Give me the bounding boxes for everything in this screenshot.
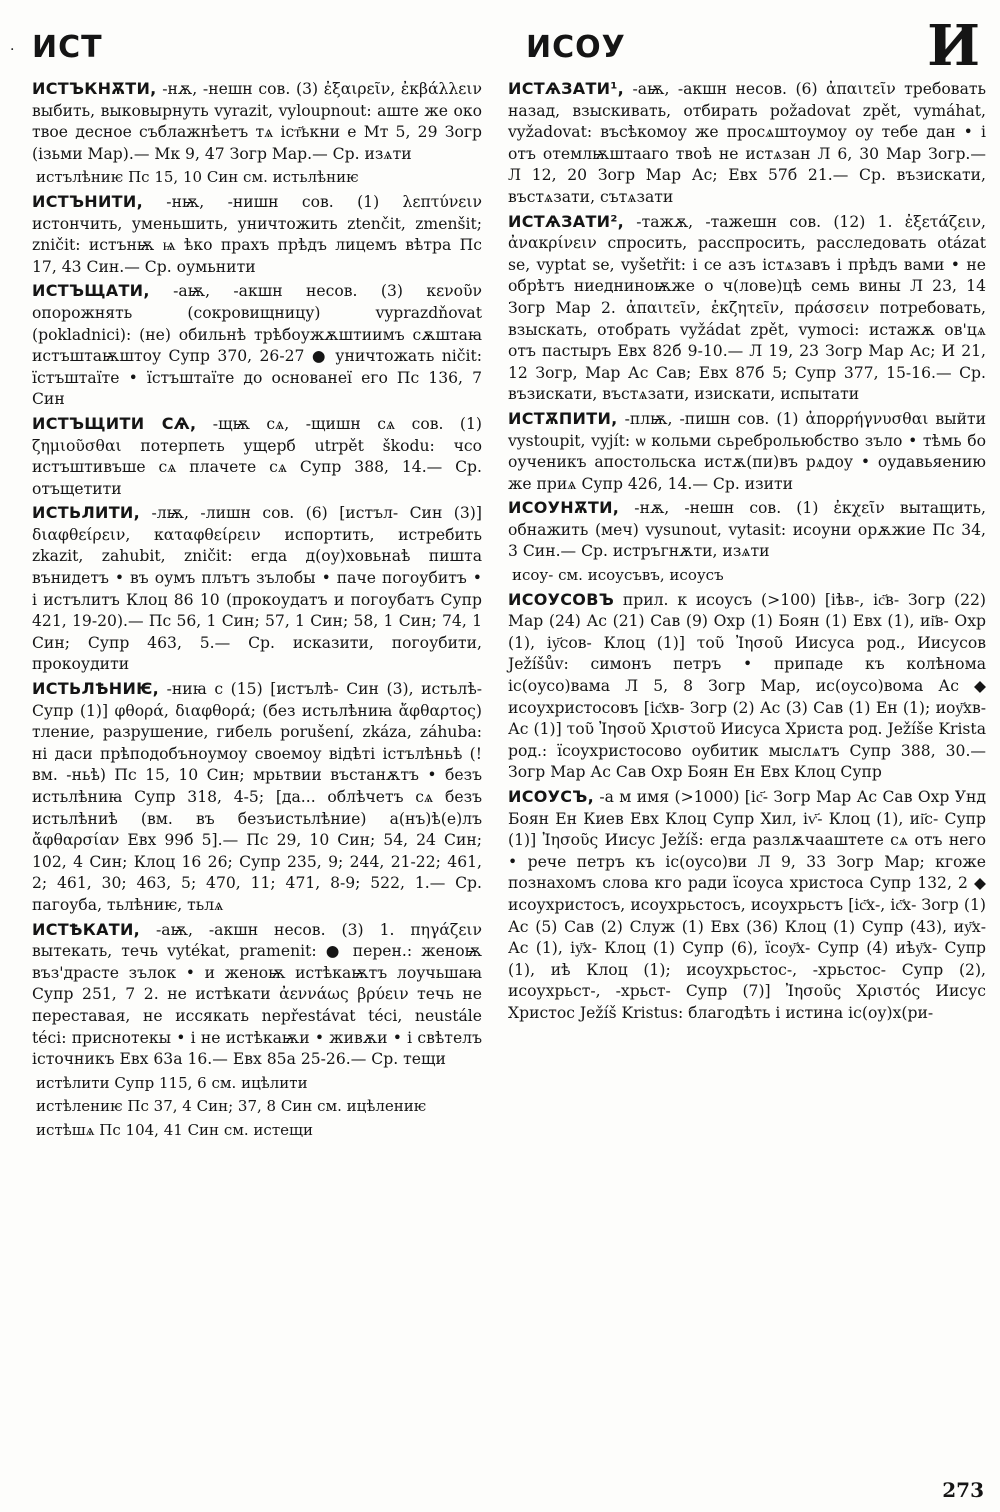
entry-text: исоу- см. исоусъвъ, исоусъ (512, 566, 724, 585)
entry-text: -ниꙗ с (15) [истълѣ- Син (3), истьлѣ- Супр (1)] φθορά, διαφθορά; (без истьлѣниꙗ ἄφθαρτος) тление, разрушение, гибель porušení, zkáza, záhuba: ні даси прѣподобъноумоу своемоу відѣті істълѣньѣ (! вм. -ньѣ) Пс 15, 10 Син; мрьтвии въстанѫтъ • безъ истьлѣниꙗ Супр 318, 4-5; [да... облѣчетъ сѧ безъ истьлѣниѣ (вм. въ безъистьлѣние) а(нъ)ѣ(е)лъ ἄφθαρσίαν Евх 99б 5].— Пс 29, 10 Син; 54, 24 Син; 102, 4 Син; Клоц 16 26; Супр 235, 9; 244, 21-22; 461, 2; 461, 30; 463, 5; 470, 11; 471, 8-9; 522, 1.— Ср. пагоуба, тьлѣниѥ, тьлѧ (32, 680, 482, 914)
dictionary-entry (508, 497, 986, 563)
entry-headword: ИСТЪЩАТИ, (32, 281, 150, 301)
dictionary-entry (32, 413, 482, 500)
dictionary-entry (32, 678, 482, 917)
dictionary-entry (32, 78, 482, 165)
dictionary-entry (508, 408, 986, 495)
section-letter: И (927, 13, 980, 79)
entry-text: -тажѫ, -тажешн сов. (12) 1. ἐξετάζειν, ἀνακρίνειν спросить, расспросить, расследовать otázat se, vyptat se, vyšetřit: і се азъ істѧзавъ і прѣдъ вами • не обрѣтъ ниедниноѭже о ч(лове)цѣ семь вины Л 23, 14 Зогр Мар 2. ἀπαιτεῖν, ἐκζητεῖν, πράσσειν потребовать, взыскать, отобрать vyžádat zpět, vymoci: истажѫ ов'цѧ отъ пастыръ Евх 82б 9-10.— Л 19, 23 Зогр Мар Ас; И 21, 12 Зогр, Мар Ас Сав; Евх 87б 5; Супр 377, 15-16.— Ср. възискати, въстѧзати, изискати, испытати (508, 212, 986, 404)
entry-text: -аѭ, -акшн несов. (3) κενοῦν опорожнять (сокровищницу) vyprazdňovat (pokladnici): (не) обильнѣ трѣбоужѫштиимъ сѫштаꙗ истъштаѭштоу Супр 370, 26-27 ● уничтожать ničit: їстъштаїте • їстъштаїте до основанеї его Пс 136, 7 Син (32, 282, 482, 409)
entry-text: истълѣниѥ Пс 15, 10 Син см. истьлѣниѥ (36, 168, 359, 187)
dictionary-entry (32, 167, 482, 189)
left-column (32, 78, 482, 1144)
entry-headword: ИСТЪЩИТИ СѦ, (32, 413, 197, 433)
entry-text: -лѭ, -лишн сов. (6) [истъл- Син (3)] διαφθείρειν, καταφθείρειν испортить, истребить zkazit, zahubit, zničit: егда д(оу)ховьнаѣ пишта вънидетъ • въ оумъ плътъ зълобы • паче погоубитъ • і истълитъ Клоц 86 10 (прокоудатъ и погоубатъ Супр 421, 19-20).— Пс 56, 1 Син; 57, 1 Син; 58, 1 Син; 74, 1 Син; Супр 463, 5.— Ср. исказити, погоубити, прокоудити (32, 504, 482, 674)
left-headword: ИСТ (32, 30, 103, 65)
entry-text: -аѭ, -акшн несов. (3) 1. πηγάζειν вытекать, течь vytékat, pramenit: ● перен.: женоѭ въз'драсте зълок • и женоѭ истѣкаѭтъ лоучьшаꙗ Супр 251, 7 2. не истѣкати ἀεννάως βρύειν течь не переставая, не иссякать nepřestávat téci, neustále téci: приснотекы • і не истѣкаѭи • живѫи • і свѣтелъ істочникъ Евх 63а 16.— Евх 85а 25-26.— Ср. тещи (32, 920, 482, 1069)
entry-text: -щѭ сѧ, -щишн сѧ сов. (1) ζημιοῦσθαι потерпеть ущерб utrpět škodu: чсо истъштивъше сѧ плачете сѧ Супр 388, 14.— Ср. отъщетити (32, 414, 482, 498)
dictionary-entry (508, 589, 986, 784)
entry-text: -нѫ, -нешн сов. (3) ἐξαιρεῖν, ἐκβάλλειν выбить, выковырнуть vyrazit, vyloupnout: аште же око твое десное съблажнѣетъ тѧ іст҃ькни е Мт 5, 29 Зогр (ізьми Мар).— Мк 9, 47 Зогр Мар.— Ср. изѧти (32, 80, 482, 163)
entry-headword: ИСТѦЗАТИ², (508, 211, 625, 231)
entry-text: -нѫ, -нешн сов. (1) ἐκχεῖν вытащить, обнажить (меч) vysunout, vytasit: исоуни орѫжие Пс 34, 3 Син.— Ср. истръгнѫти, изѧти (508, 499, 986, 561)
entry-headword: ИСТѦЗАТИ¹, (508, 79, 625, 98)
running-header (0, 13, 1000, 79)
dictionary-entry (32, 191, 482, 278)
entry-text: -а м имя (>1000) [іс҃- Зогр Мар Ас Сав Охр Унд Боян Ен Киев Евх Клоц Супр Хил, іѵ҃- Клоц (1), иі҃с- Супр (1)] Ἰησοῦς Иисус Ježíš: егда разлѫчааштете сѧ отъ него • рече петръ къ іс(оусо)ви Л 9, 33 Зогр Мар; кгоже познахомъ слова кго ради їсоуса христоса Супр 132, 2 ◆ исоухристосъ, исоухрьстосъ, исоухрьстъ [іс҃х-, іс҃х- Зогр (1) Ас (5) Сав (2) Служ (1) Евх (36) Клоц (1) Супр (43), иу҃х- Ас (1), іу҃х- Клоц (1) Супр (6), їсоу҃х- Супр (4) иѣу҃х- Супр (1), иѣ Клоц (1); исоухрьстос-, -хрьстос- Супр (2), исоухрьст-, -хрьст- Супр (7)] Ἰησοῦς Χριστός Иисус Христос Ježíš Kristus: благодѣть і истина іс(оу)х(ри- (508, 788, 986, 1022)
entry-headword: ИСОУСЪ, (508, 787, 595, 806)
page-number: 273 (942, 1478, 984, 1502)
dictionary-entry (508, 78, 986, 209)
entry-text: истѣшѧ Пс 104, 41 Син см. истещи (36, 1120, 313, 1139)
right-column (508, 78, 986, 1027)
dictionary-entry (32, 1073, 482, 1095)
dictionary-entry (32, 1120, 482, 1142)
entry-headword: ИСТЪКНѪТИ, (32, 79, 157, 98)
entry-headword: ИСТЬЛѢНИѤ, (32, 679, 160, 699)
entry-headword: ИСТѢКАТИ, (32, 919, 141, 939)
dictionary-entry (508, 786, 986, 1025)
entry-text: -нѭ, -нишн сов. (1) λεπτύνειν истончить, уменьшить, уничтожить ztenčit, zmenšit; zničit: истънѭ ѩ ѣко прахъ прѣдъ лицемъ вѣтра Пс 17, 43 Син.— Ср. оумьнити (32, 192, 482, 276)
entry-headword: ИСОУСОВЪ (508, 589, 615, 609)
entry-headword: ИСТЪНИТИ, (32, 191, 143, 211)
entry-text: -плѭ, -пишн сов. (1) ἀπορρήγνυσθαι выйти vystoupit, vyjít: ѡ кольми сьреброльюбство зъло • тѣмь бо оученикъ апостольска истѫ(пи)въ рѧдоу • оудавьяению же приѧ Супр 426, 14.— Ср. изити (508, 409, 986, 493)
dictionary-entry (32, 919, 482, 1071)
dictionary-entry (508, 211, 986, 406)
dictionary-entry (508, 565, 986, 587)
dictionary-entry (32, 280, 482, 411)
entry-text: прил. к исоусъ (>100) [іѣв-, іс҃в- Зогр (22) Мар (24) Ас (21) Сав (9) Охр (1) Боян (1) Евх (1), иі҃в- Охр (1), іу҃сов- Клоц (1)] τοῦ Ἰησοῦ Иисуса род., Иисусов Ježíšův: симонъ петръ • припаде къ колѣнома іс(оусо)вама Л 5, 8 Зогр Мар, ис(оусо)вома Ас ◆ исоухристосовъ [іс҃хв- Зогр (2) Ас (3) Сав (1) Ен (1); иоу҃хв- Ас (1)] τοῦ Ἰησοῦ Χριστοῦ Иисуса Христа род. Ježíše Krista род.: їсоухристосово оубитик мыслѧтъ Супр 388, 30.— Зогр Мар Ас Сав Охр Боян Ен Евх Клоц Супр (508, 590, 986, 782)
entry-headword: ИСОУНѪТИ, (508, 498, 620, 518)
dictionary-entry (32, 1096, 482, 1118)
entry-text: -аѭ, -акшн несов. (6) ἀπαιτεῖν требовать назад, взыскивать, отбирать požadovat zpět, vymáhat, vyžadovat: въсѣкомоу же просѧштоумоу оу тебе дан • і отъ отемлѭштааго твоѣ не истѧзан Л 6, 30 Мар Зогр.— Л 12, 20 Зогр Мар Ас; Евх 57б 21.— Ср. възискати, въстѧзати, сътѧзати (508, 80, 986, 206)
entry-headword: ИСТѪПИТИ, (508, 408, 618, 428)
entry-text: истѣлениѥ Пс 37, 4 Син; 37, 8 Син см. ицѣлениѥ (36, 1097, 427, 1116)
margin-mark: · (10, 42, 15, 58)
entry-text: истѣлити Супр 115, 6 см. ицѣлити (36, 1073, 308, 1092)
dictionary-entry (32, 502, 482, 676)
entry-headword: ИСТЬЛИТИ, (32, 503, 141, 523)
center-headword: ИСОУ (526, 30, 626, 65)
